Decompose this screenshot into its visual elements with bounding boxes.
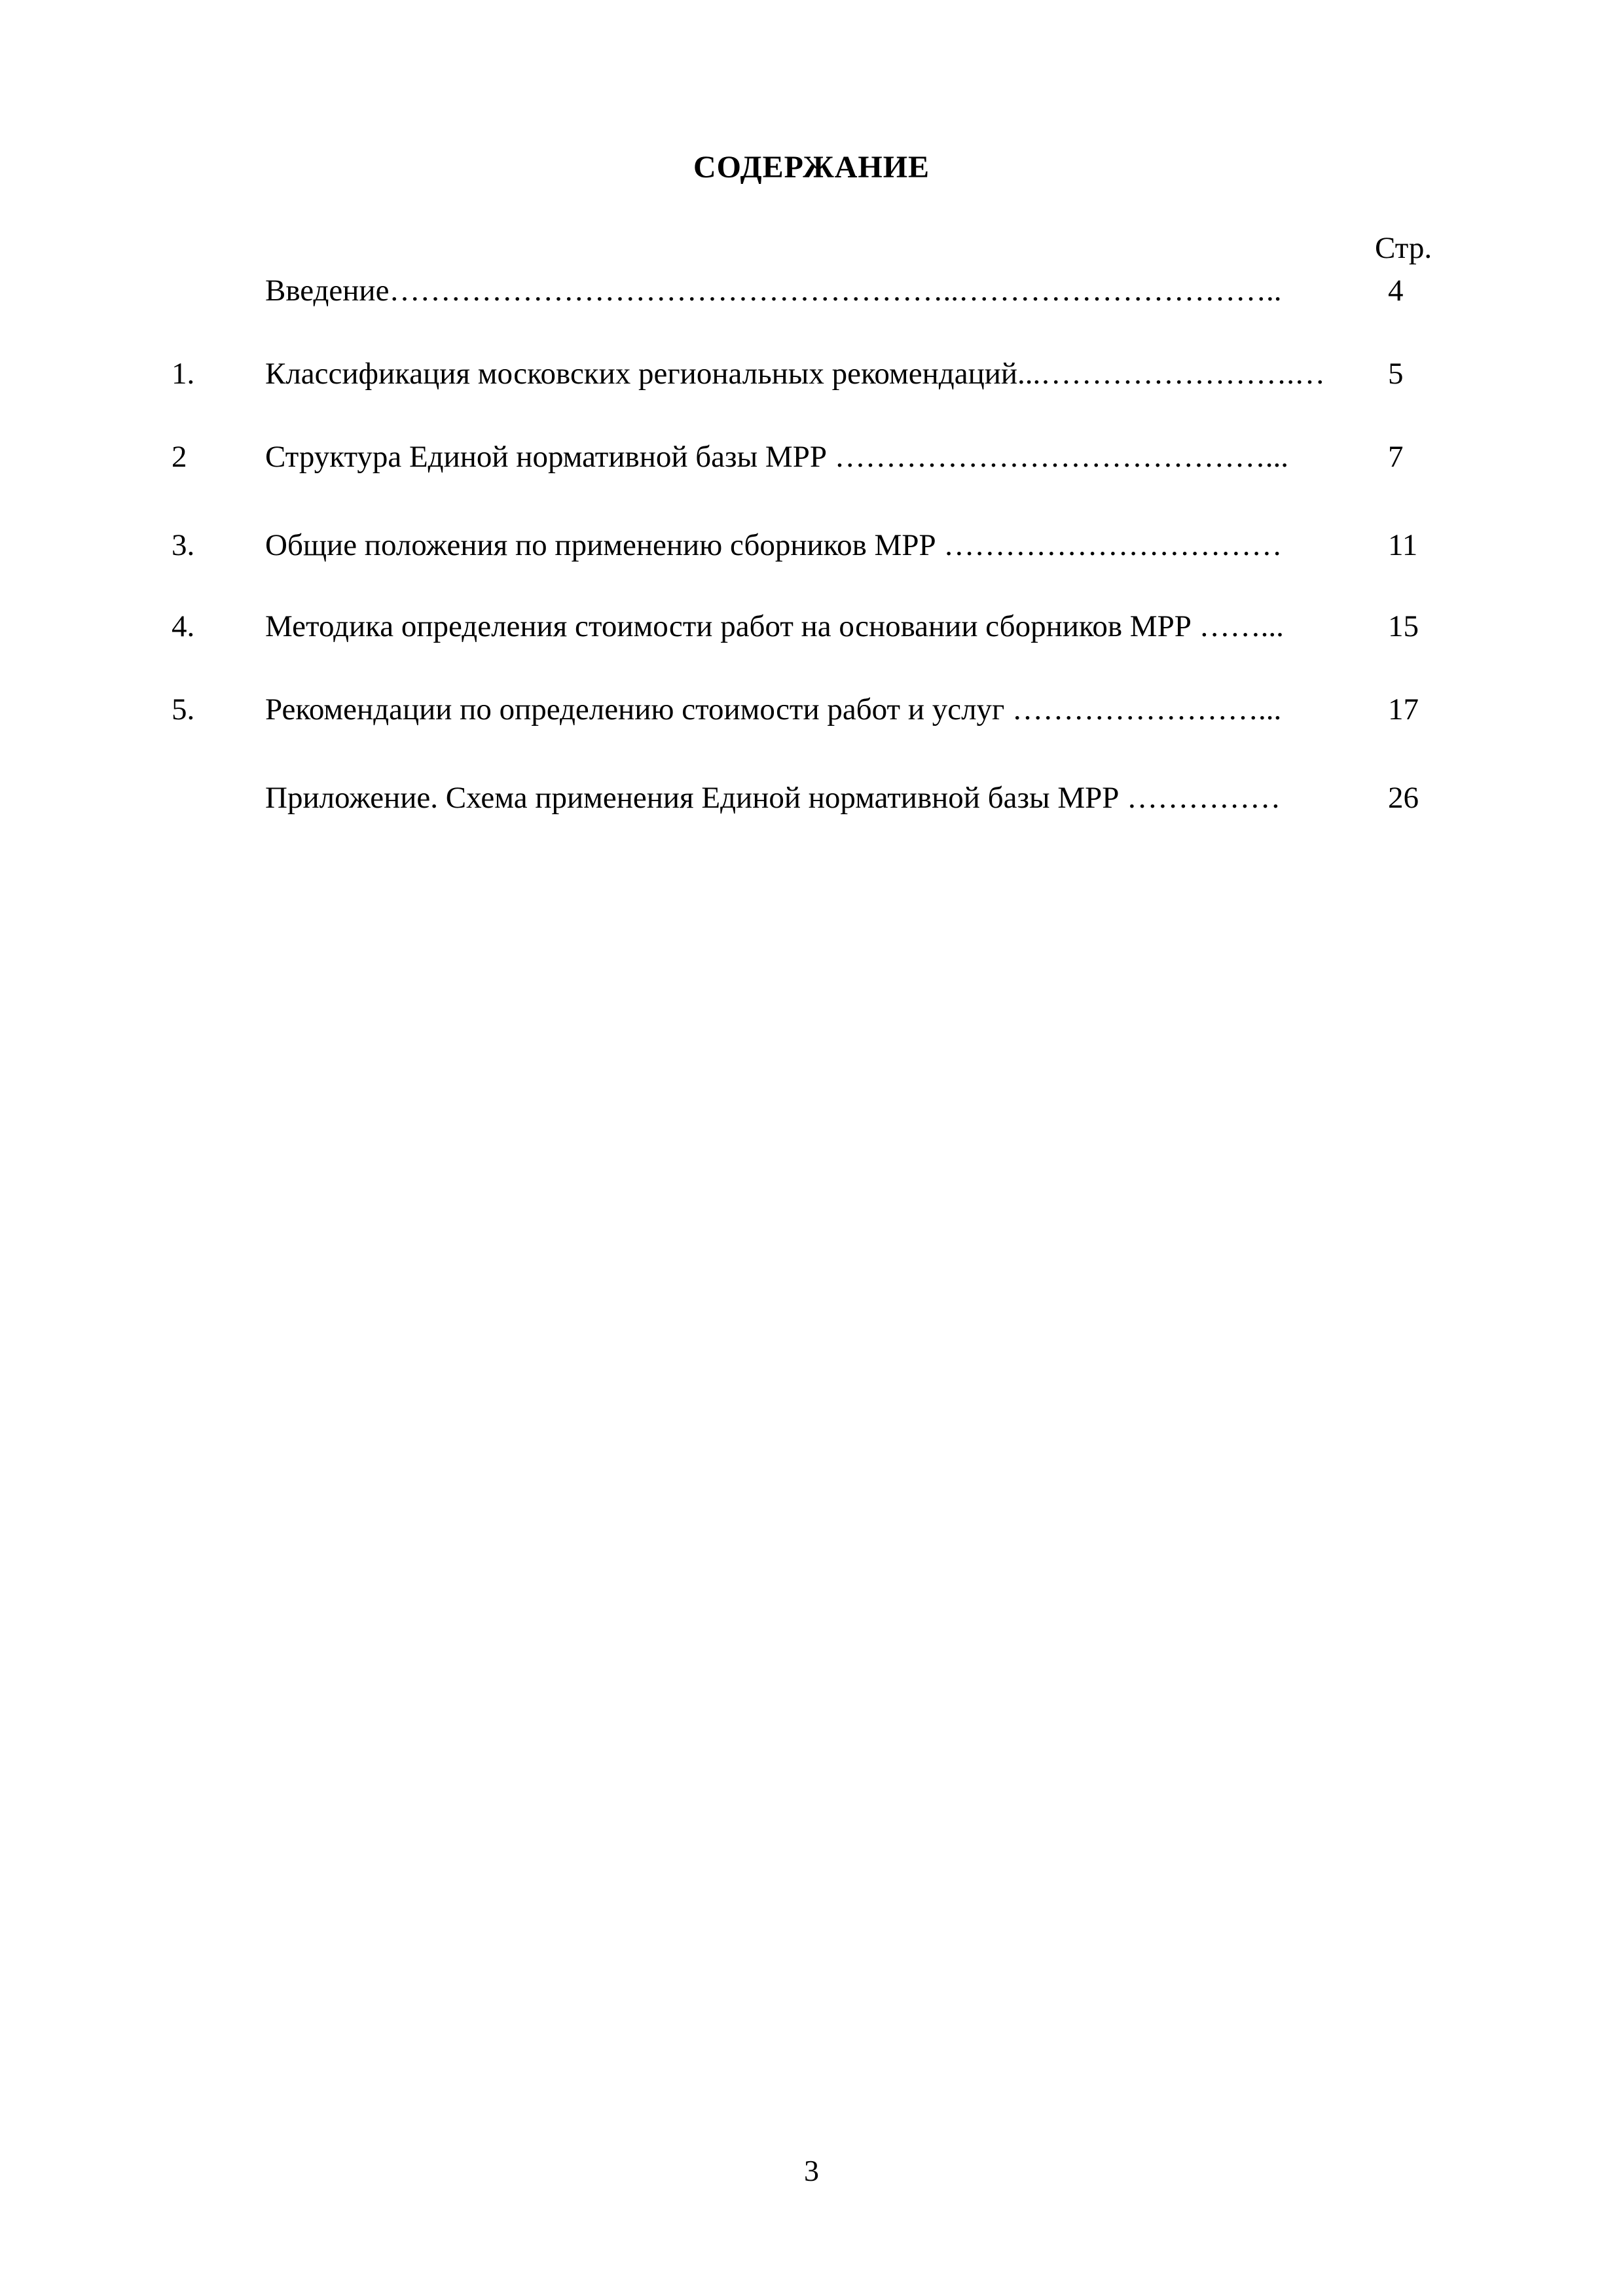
toc-entry-title: Общие положения по применению сборников МРР …………………………… [265, 528, 1283, 562]
toc-entry [0, 437, 1623, 476]
toc-entry-title: Структура Единой нормативной базы МРР ……………………………………... [265, 440, 1288, 474]
toc-entry-title: Классификация московских региональных рекомендаций...…………………….… [265, 357, 1326, 391]
page-number: 3 [804, 2154, 819, 2187]
toc-entry-title: Введение………………………………………………..………………………….. [265, 274, 1282, 308]
toc-entry [0, 607, 1623, 646]
toc-entry-page: 17 [1388, 692, 1419, 726]
page-title: СОДЕРЖАНИЕ [693, 150, 930, 185]
toc-entry-page: 26 [1388, 781, 1419, 815]
toc-entry-page: 15 [1388, 609, 1419, 643]
toc-entry [0, 354, 1623, 393]
toc-entry-page: 7 [1388, 440, 1404, 474]
toc-entry [0, 690, 1623, 729]
toc-entry [0, 526, 1623, 565]
toc-entry-number: 4. [172, 609, 195, 643]
toc-entry-title: Рекомендации по определению стоимости работ и услуг ……………………... [265, 692, 1282, 726]
toc-entry-title: Приложение. Схема применения Единой нормативной базы МРР …………… [265, 781, 1281, 815]
toc-entry-page: 11 [1388, 528, 1418, 562]
toc-entry-page: 4 [1388, 274, 1404, 308]
toc-entry-title: Методика определения стоимости работ на основании сборников МРР ……... [265, 609, 1284, 643]
toc-entry [0, 271, 1623, 310]
toc-entry-number: 1. [172, 357, 195, 391]
toc-entry-number: 5. [172, 692, 195, 726]
page-column-header: Стр. [1375, 231, 1432, 265]
toc-entry-number: 2 [172, 440, 187, 474]
toc-entry-number: 3. [172, 528, 195, 562]
toc-entry-page: 5 [1388, 357, 1404, 391]
toc-entry [0, 778, 1623, 817]
